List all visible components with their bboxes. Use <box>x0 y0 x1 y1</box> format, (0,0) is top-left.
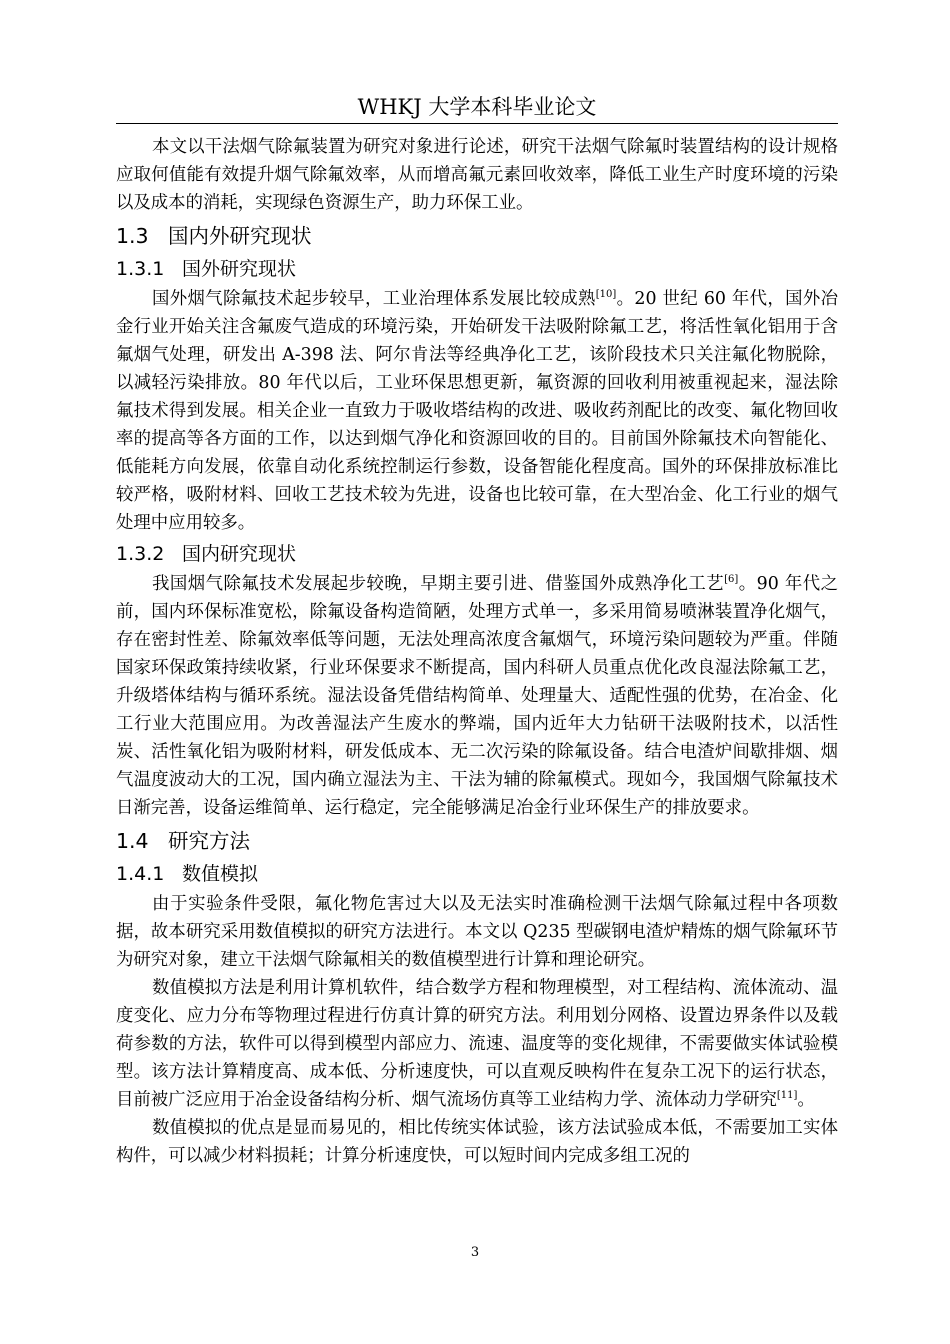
paragraph-text: 。 <box>797 1090 815 1110</box>
numerical-sim-paragraph-2 <box>116 974 838 1114</box>
subsection-number: 1.3.2 <box>116 543 165 565</box>
subsection-title: 国内研究现状 <box>182 543 297 565</box>
paragraph-text: 。20 世纪 60 年代，国外冶金行业开始关注含氟废气造成的环境污染，开始研发干法吸附除氟工艺，将活性氧化铝用于含氟烟气处理，研发出 A-398 法、阿尔肯法等经典净化工艺，该阶段技术只关注氟化物脱除，以减轻污染排放。80 年代以后，工业环保思想更新，氟资源的回收利用被重视起来，湿法除氟技术得到发展。相关企业一直致力于吸收塔结构的改进、吸收药剂配比的改变、氟化物回收率的提高等各方面的工作，以达到烟气净化和资源回收的目的。目前国外除氟技术向智能化、低能耗方向发展，依靠自动化系统控制运行参数，设备智能化程度高。国外的环保排放标准比较严格，吸附材料、回收工艺技术较为先进，设备也比较可靠，在大型冶金、化工行业的烟气处理中应用较多。 <box>116 289 838 533</box>
subsection-heading-1-3-2 <box>116 539 838 569</box>
header-rule <box>116 123 838 124</box>
paragraph-text: 我国烟气除氟技术发展起步较晚，早期主要引进、借鉴国外成熟净化工艺 <box>152 574 725 594</box>
numerical-sim-paragraph-1: 由于实验条件受限，氟化物危害过大以及无法实时准确检测干法烟气除氟过程中各项数据，故本研究采用数值模拟的研究方法进行。本文以 Q235 型碳钢电渣炉精炼的烟气除氟环节为研究对象，建立干法烟气除氟相关的数值模型进行计算和理论研究。 <box>116 894 838 970</box>
section-number: 1.3 <box>116 224 149 248</box>
page-number: 3 <box>470 1245 480 1260</box>
page-header: WHKJ 大学本科毕业论文 <box>357 95 597 119</box>
citation-ref: [6] <box>724 574 739 585</box>
paragraph-text: 。90 年代之前，国内环保标准宽松，除氟设备构造简陋，处理方式单一，多采用简易喷淋装置净化烟气，存在密封性差、除氟效率低等问题，无法处理高浓度含氟烟气，环境污染问题较为严重。伴随国家环保政策持续收紧，行业环保要求不断提高，国内科研人员重点优化改良湿法除氟工艺，升级塔体结构与循环系统。湿法设备凭借结构简单、处理量大、适配性强的优势，在冶金、化工行业大范围应用。为改善湿法产生废水的弊端，国内近年大力钻研干法吸附技术，以活性炭、活性氧化铝为吸附材料，研发低成本、无二次污染的除氟设备。结合电渣炉间歇排烟、烟气温度波动大的工况，国内确立湿法为主、干法为辅的除氟模式。现如今，我国烟气除氟技术日渐完善，设备运维简单、运行稳定，完全能够满足冶金行业环保生产的排放要求。 <box>116 574 838 818</box>
numerical-sim-paragraph-3: 数值模拟的优点是显而易见的，相比传统实体试验，该方法试验成本低，不需要加工实体构件，可以减少材料损耗；计算分析速度快，可以短时间内完成多组工况的 <box>116 1118 838 1166</box>
paragraph-text: 数值模拟方法是利用计算机软件，结合数学方程和物理模型，对工程结构、流体流动、温度变化、应力分布等物理过程进行仿真计算的研究方法。利用划分网格、设置边界条件以及载荷参数的方法，软件可以得到模型内部应力、流速、温度等的变化规律，不需要做实体试验模型。该方法计算精度高、成本低、分析速度快，可以直观反映构件在复杂工况下的运行状态，目前被广泛应用于冶金设备结构分析、烟气流场仿真等工业结构力学、流体动力学研究 <box>116 978 838 1110</box>
subsection-heading-1-3-1 <box>116 254 838 284</box>
subsection-number: 1.3.1 <box>116 258 165 280</box>
subsection-title: 国外研究现状 <box>182 258 297 280</box>
page-body <box>116 133 838 1170</box>
section-number: 1.4 <box>116 829 149 853</box>
section-heading-1-3 <box>116 220 838 252</box>
subsection-number: 1.4.1 <box>116 863 165 885</box>
intro-paragraph: 本文以干法烟气除氟装置为研究对象进行论述，研究干法烟气除氟时装置结构的设计规格应取何值能有效提升烟气除氟效率，从而增高氟元素回收效率，降低工业生产时度环境的污染以及成本的消耗，实现绿色资源生产，助力环保工业。 <box>116 137 838 213</box>
section-title: 国内外研究现状 <box>168 224 312 248</box>
paragraph-text: 国外烟气除氟技术起步较早，工业治理体系发展比较成熟 <box>152 289 596 309</box>
section-heading-1-4 <box>116 825 838 857</box>
subsection-heading-1-4-1 <box>116 859 838 889</box>
foreign-research-paragraph <box>116 285 838 537</box>
citation-ref: [10] <box>595 289 617 300</box>
section-title: 研究方法 <box>168 829 250 853</box>
citation-ref: [11] <box>776 1090 798 1101</box>
domestic-research-paragraph <box>116 570 838 822</box>
subsection-title: 数值模拟 <box>182 863 259 885</box>
